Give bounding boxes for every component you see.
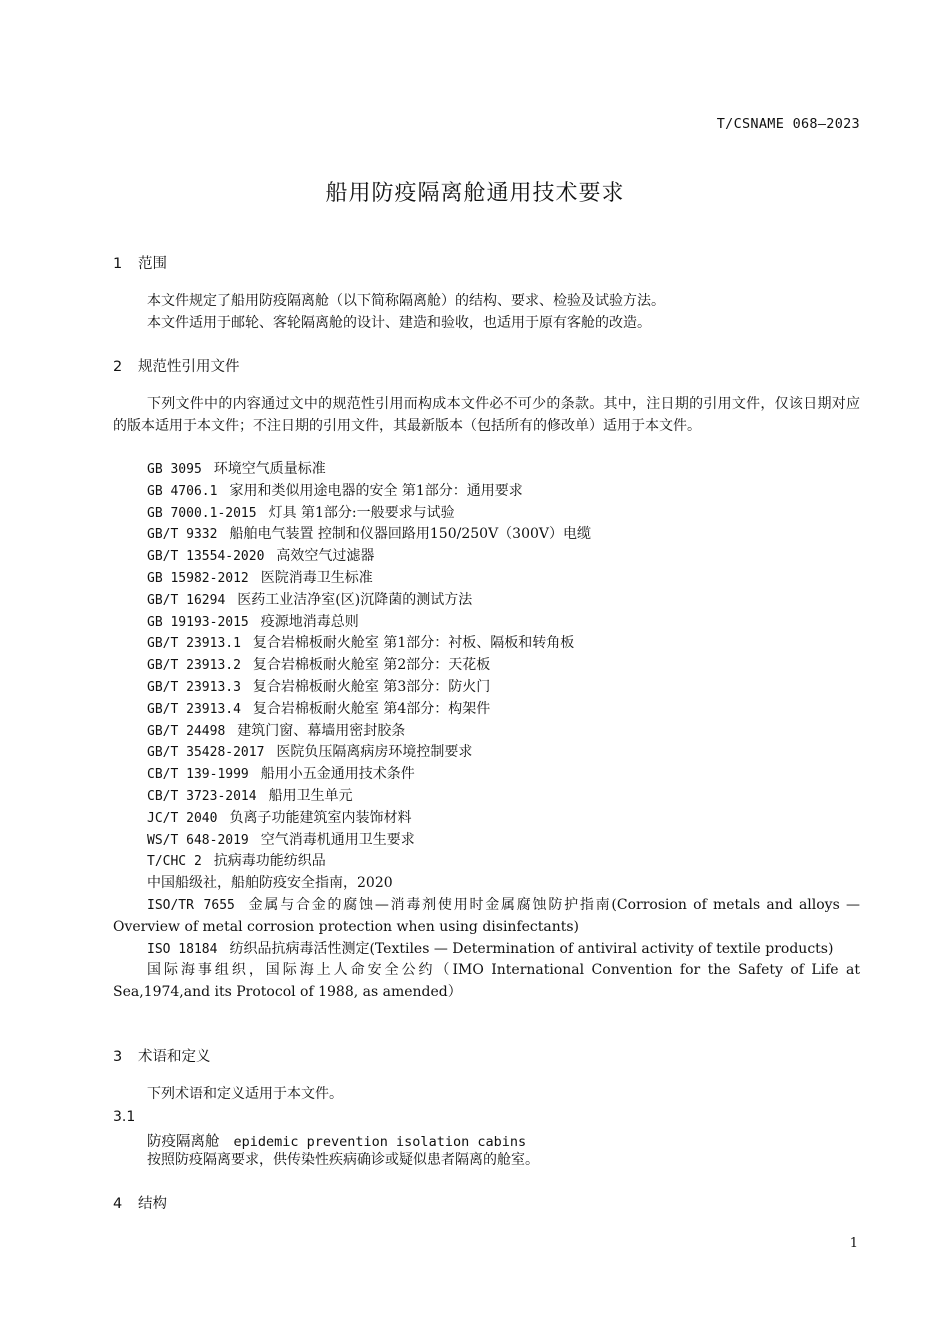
section-1-paragraph-2: 本文件适用于邮轮、客轮隔离舱的设计、建造和验收，也适用于原有客舱的改造。	[147, 315, 651, 331]
reference-code: ISO/TR 7655	[147, 897, 235, 913]
reference-code: GB/T 23913.4	[147, 701, 241, 717]
reference-item	[113, 960, 860, 1004]
reference-code: GB 4706.1	[147, 483, 218, 499]
reference-title: 复合岩棉板耐火舱室 第3部分：防火门	[252, 678, 491, 695]
reference-item	[113, 481, 860, 503]
term-english: epidemic prevention isolation cabins	[233, 1134, 527, 1150]
reference-title: 抗病毒功能纺织品	[213, 853, 326, 870]
term-chinese: 防疫隔离舱	[147, 1134, 220, 1150]
reference-item	[113, 939, 860, 961]
section-2-heading	[113, 355, 240, 376]
reference-code: GB/T 9332	[147, 527, 218, 543]
term-definition: 按照防疫隔离要求，供传染性疾病确诊或疑似患者隔离的舱室。	[147, 1152, 539, 1168]
reference-code: GB/T 13554-2020	[147, 549, 265, 565]
reference-title: 船舶电气装置 控制和仪器回路用150/250V（300V）电缆	[229, 526, 592, 543]
reference-code: ISO 18184	[147, 941, 218, 957]
section-3-intro: 下列术语和定义适用于本文件。	[147, 1086, 343, 1102]
section-1-number: 1	[113, 256, 123, 272]
reference-title: 空气消毒机通用卫生要求	[260, 831, 415, 848]
reference-code: GB/T 23913.3	[147, 679, 241, 695]
reference-item	[113, 612, 860, 634]
page-number: 1	[849, 1236, 858, 1251]
section-2-intro: 下列文件中的内容通过文中的规范性引用而构成本文件必不可少的条款。其中，注日期的引用文件，仅该日期对应的版本适用于本文件；不注日期的引用文件，其最新版本（包括所有的修改单）适用于本文件。	[113, 396, 860, 434]
reference-code: GB/T 24498	[147, 723, 226, 739]
term-entry	[147, 1130, 526, 1151]
reference-title: 纺织品抗病毒活性测定(Textiles — Determination of antiviral activity of textile products)	[229, 940, 834, 957]
reference-code: GB 3095	[147, 462, 202, 477]
reference-code: WS/T 648-2019	[147, 832, 249, 848]
reference-item	[113, 503, 860, 525]
reference-item	[113, 546, 860, 568]
section-1-paragraph-1: 本文件规定了船用防疫隔离舱（以下简称隔离舱）的结构、要求、检验及试验方法。	[147, 293, 665, 309]
reference-title: 高效空气过滤器	[276, 548, 375, 565]
reference-code: GB/T 35428-2017	[147, 745, 265, 761]
reference-title: 船用卫生单元	[268, 787, 353, 804]
reference-code: GB 19193-2015	[147, 614, 249, 630]
reference-title: 复合岩棉板耐火舱室 第4部分：构架件	[252, 700, 491, 717]
normative-references-list	[113, 459, 860, 1004]
reference-item	[113, 524, 860, 546]
reference-title: 复合岩棉板耐火舱室 第1部分：衬板、隔板和转角板	[252, 635, 575, 652]
reference-item	[113, 633, 860, 655]
reference-code: CB/T 3723-2014	[147, 788, 257, 804]
reference-code: GB/T 23913.1	[147, 636, 241, 652]
reference-title: 环境空气质量标准	[213, 461, 326, 477]
reference-title: 医院负压隔离病房环境控制要求	[276, 744, 473, 761]
reference-title: 国际海事组织，国际海上人命安全公约（IMO International Convention for the Safety of Life at Sea,1974,and its Protocol of 1988, as amended）	[113, 962, 860, 1001]
reference-item	[113, 830, 860, 852]
section-2-title: 规范性引用文件	[138, 359, 240, 375]
reference-title: 疫源地消毒总则	[260, 613, 359, 630]
reference-code: JC/T 2040	[147, 810, 218, 826]
section-4-title: 结构	[138, 1196, 167, 1212]
reference-item	[113, 742, 860, 764]
section-3-heading	[113, 1045, 211, 1066]
document-title: 船用防疫隔离舱通用技术要求	[325, 181, 625, 206]
reference-title: 医院消毒卫生标准	[260, 569, 373, 586]
reference-code: GB 7000.1-2015	[147, 505, 257, 521]
reference-item	[113, 873, 860, 895]
reference-item	[113, 699, 860, 721]
reference-code: CB/T 139-1999	[147, 767, 249, 783]
section-4-number: 4	[113, 1196, 123, 1212]
section-3-number: 3	[113, 1049, 123, 1065]
reference-title: 复合岩棉板耐火舱室 第2部分：天花板	[252, 657, 491, 674]
reference-title: 家用和类似用途电器的安全 第1部分：通用要求	[229, 482, 523, 499]
reference-item	[113, 677, 860, 699]
reference-title: 负离子功能建筑室内装饰材料	[229, 809, 412, 826]
section-3-title: 术语和定义	[138, 1049, 211, 1065]
reference-title: 建筑门窗、幕墙用密封胶条	[237, 722, 406, 739]
reference-code: T/CHC 2	[147, 854, 202, 870]
reference-item	[113, 590, 860, 612]
reference-title: 灯具 第1部分:一般要求与试验	[268, 504, 455, 521]
reference-item	[113, 459, 860, 481]
reference-code: GB 15982-2012	[147, 570, 249, 586]
reference-code: GB/T 23913.2	[147, 658, 241, 674]
reference-item	[113, 764, 860, 786]
section-1-title: 范围	[138, 256, 167, 272]
reference-code: GB/T 16294	[147, 592, 226, 608]
reference-item	[113, 808, 860, 830]
reference-title: 中国船级社，船舶防疫安全指南，2020	[147, 875, 393, 892]
section-1-heading	[113, 252, 167, 273]
reference-item	[113, 895, 860, 939]
reference-title: 金属与合金的腐蚀—消毒剂使用时金属腐蚀防护指南(Corrosion of metals and alloys — Overview of metal corrosion protection when using disinfectants)	[113, 896, 861, 935]
reference-item	[113, 786, 860, 808]
section-4-heading	[113, 1192, 167, 1213]
reference-item	[113, 851, 860, 873]
clause-3-1-number: 3.1	[113, 1109, 136, 1125]
section-2-number: 2	[113, 359, 123, 375]
reference-title: 船用小五金通用技术条件	[260, 766, 415, 783]
reference-item	[113, 721, 860, 743]
standard-code: T/CSNAME 068—2023	[716, 116, 860, 132]
reference-item	[113, 655, 860, 677]
reference-title: 医药工业洁净室(区)沉降菌的测试方法	[237, 591, 473, 608]
reference-item	[113, 568, 860, 590]
